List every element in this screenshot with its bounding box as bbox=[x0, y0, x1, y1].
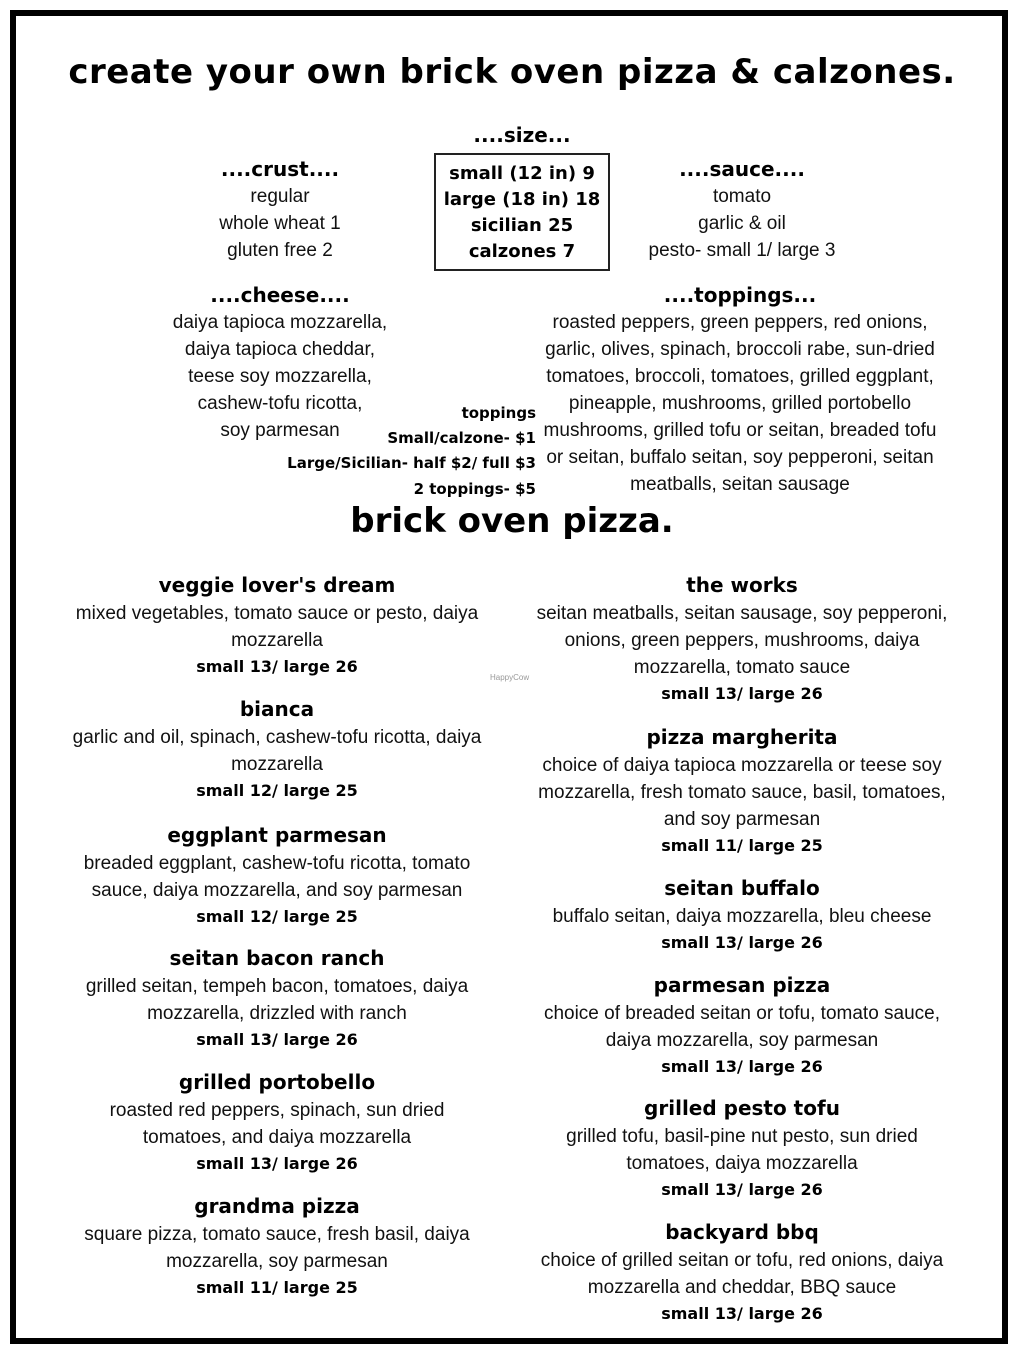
pizza-price: small 12/ large 25 bbox=[196, 781, 358, 800]
toppings-line: pineapple, mushrooms, grilled portobello bbox=[568, 393, 912, 414]
topping-price-two: 2 toppings- $5 bbox=[413, 480, 536, 498]
pizza-item bbox=[522, 1217, 962, 1327]
pizza-desc: square pizza, tomato sauce, fresh basil, daiya bbox=[84, 1224, 470, 1245]
pizza-name: grilled portobello bbox=[178, 1070, 376, 1094]
pizza-desc: mixed vegetables, tomato sauce or pesto, daiya bbox=[75, 603, 479, 624]
sauce-section bbox=[612, 155, 872, 264]
pizza-desc: garlic and oil, spinach, cashew-tofu ricotta, daiya bbox=[72, 727, 482, 748]
toppings-heading: ....toppings... bbox=[663, 283, 817, 307]
pizza-name: seitan buffalo bbox=[664, 876, 820, 900]
cheese-item: daiya tapioca mozzarella, bbox=[172, 312, 388, 333]
pizza-desc: grilled tofu, basil-pine nut pesto, sun dried bbox=[566, 1126, 918, 1147]
pizza-price: small 13/ large 26 bbox=[196, 1154, 358, 1173]
pizza-item bbox=[522, 1093, 962, 1203]
size-heading: ....size... bbox=[473, 123, 571, 147]
pizza-price: small 13/ large 26 bbox=[661, 1304, 823, 1323]
pizza-desc: onions, green peppers, mushrooms, daiya bbox=[564, 630, 920, 651]
pizza-desc: roasted red peppers, spinach, sun dried bbox=[109, 1100, 445, 1121]
pizza-desc: choice of grilled seitan or tofu, red onions, daiya bbox=[540, 1250, 944, 1271]
crust-whole-wheat: whole wheat 1 bbox=[219, 213, 341, 234]
pizza-item bbox=[522, 570, 962, 707]
pizza-name: eggplant parmesan bbox=[167, 823, 387, 847]
size-sicilian: sicilian 25 bbox=[470, 215, 574, 236]
toppings-line: meatballs, seitan sausage bbox=[630, 474, 850, 495]
crust-regular: regular bbox=[250, 186, 310, 207]
cheese-item: cashew-tofu ricotta, bbox=[197, 393, 363, 414]
pizza-name: parmesan pizza bbox=[653, 973, 831, 997]
pizza-desc: mozzarella bbox=[231, 630, 323, 651]
pizza-desc: mozzarella bbox=[231, 754, 323, 775]
pizza-desc: mozzarella, soy parmesan bbox=[166, 1251, 388, 1272]
watermark: HappyCow bbox=[490, 673, 530, 682]
menu-title: create your own brick oven pizza & calzones. bbox=[68, 52, 956, 92]
pizza-desc: and soy parmesan bbox=[663, 809, 821, 830]
pizza-price: small 13/ large 26 bbox=[661, 684, 823, 703]
size-small: small (12 in) 9 bbox=[449, 163, 595, 184]
pizza-desc: seitan meatballs, seitan sausage, soy pepperoni, bbox=[536, 603, 948, 624]
pizza-price: small 13/ large 26 bbox=[661, 1180, 823, 1199]
crust-section bbox=[170, 155, 390, 264]
pizza-name: seitan bacon ranch bbox=[169, 946, 385, 970]
sauce-garlic-oil: garlic & oil bbox=[698, 213, 786, 234]
pizza-desc: buffalo seitan, daiya mozzarella, bleu cheese bbox=[552, 906, 932, 927]
pizza-desc: tomatoes, daiya mozzarella bbox=[626, 1153, 858, 1174]
pizza-desc: sauce, daiya mozzarella, and soy parmesan bbox=[91, 880, 463, 901]
cheese-section bbox=[140, 281, 420, 444]
pizza-name: backyard bbq bbox=[665, 1220, 819, 1244]
pizza-item bbox=[522, 873, 962, 956]
pizza-name: veggie lover's dream bbox=[158, 573, 396, 597]
size-box bbox=[434, 153, 610, 271]
toppings-line: or seitan, buffalo seitan, soy pepperoni, seitan bbox=[546, 447, 934, 468]
pizza-name: grandma pizza bbox=[194, 1194, 360, 1218]
pizza-item bbox=[57, 570, 497, 680]
pizza-desc: daiya mozzarella, soy parmesan bbox=[605, 1030, 879, 1051]
pizza-price: small 13/ large 26 bbox=[196, 657, 358, 676]
topping-price-large: Large/Sicilian- half $2/ full $3 bbox=[287, 454, 536, 472]
pizza-price: small 12/ large 25 bbox=[196, 907, 358, 926]
pizza-desc: mozzarella, tomato sauce bbox=[633, 657, 851, 678]
pizza-name: the works bbox=[686, 573, 798, 597]
size-calzones: calzones 7 bbox=[468, 241, 576, 262]
cheese-item: teese soy mozzarella, bbox=[188, 366, 372, 387]
pizza-desc: mozzarella, drizzled with ranch bbox=[147, 1003, 407, 1024]
pizza-desc: breaded eggplant, cashew-tofu ricotta, tomato bbox=[83, 853, 471, 874]
pizza-desc: choice of breaded seitan or tofu, tomato sauce, bbox=[543, 1003, 941, 1024]
pizza-price: small 11/ large 25 bbox=[661, 836, 823, 855]
pizza-item bbox=[57, 1191, 497, 1301]
cheese-item: soy parmesan bbox=[220, 420, 340, 441]
toppings-line: garlic, olives, spinach, broccoli rabe, sun-dried bbox=[545, 339, 935, 360]
pizza-item bbox=[57, 1067, 497, 1177]
pizza-desc: grilled seitan, tempeh bacon, tomatoes, daiya bbox=[85, 976, 469, 997]
pizza-price: small 13/ large 26 bbox=[196, 1030, 358, 1049]
pizza-price: small 13/ large 26 bbox=[661, 933, 823, 952]
pizza-item bbox=[57, 820, 497, 930]
pizza-name: grilled pesto tofu bbox=[644, 1096, 840, 1120]
pizza-name: pizza margherita bbox=[646, 725, 838, 749]
toppings-section bbox=[540, 281, 940, 498]
pizza-desc: mozzarella, fresh tomato sauce, basil, tomatoes, bbox=[538, 782, 946, 803]
topping-prices-heading: toppings bbox=[461, 404, 536, 422]
pizza-desc: choice of daiya tapioca mozzarella or teese soy bbox=[542, 755, 942, 776]
sauce-heading: ....sauce.... bbox=[679, 157, 805, 181]
pizza-name: bianca bbox=[239, 697, 315, 721]
topping-price-small: Small/calzone- $1 bbox=[387, 429, 536, 447]
pizza-item bbox=[522, 722, 962, 859]
toppings-line: mushrooms, grilled tofu or seitan, breaded tofu bbox=[543, 420, 937, 441]
size-large: large (18 in) 18 bbox=[443, 189, 601, 210]
pizza-item bbox=[57, 943, 497, 1053]
crust-gluten-free: gluten free 2 bbox=[227, 240, 333, 261]
pizza-price: small 11/ large 25 bbox=[196, 1278, 358, 1297]
pizza-item bbox=[522, 970, 962, 1080]
cheese-heading: ....cheese.... bbox=[210, 283, 350, 307]
sauce-pesto: pesto- small 1/ large 3 bbox=[648, 240, 836, 261]
section-title: brick oven pizza. bbox=[350, 501, 674, 541]
toppings-line: tomatoes, broccoli, tomatoes, grilled eggplant, bbox=[546, 366, 934, 387]
toppings-line: roasted peppers, green peppers, red onions, bbox=[552, 312, 928, 333]
pizza-desc: mozzarella and cheddar, BBQ sauce bbox=[587, 1277, 897, 1298]
pizza-desc: tomatoes, and daiya mozzarella bbox=[142, 1127, 412, 1148]
pizza-item bbox=[57, 694, 497, 804]
cheese-item: daiya tapioca cheddar, bbox=[184, 339, 376, 360]
sauce-tomato: tomato bbox=[712, 186, 772, 207]
pizza-price: small 13/ large 26 bbox=[661, 1057, 823, 1076]
crust-heading: ....crust.... bbox=[220, 157, 340, 181]
